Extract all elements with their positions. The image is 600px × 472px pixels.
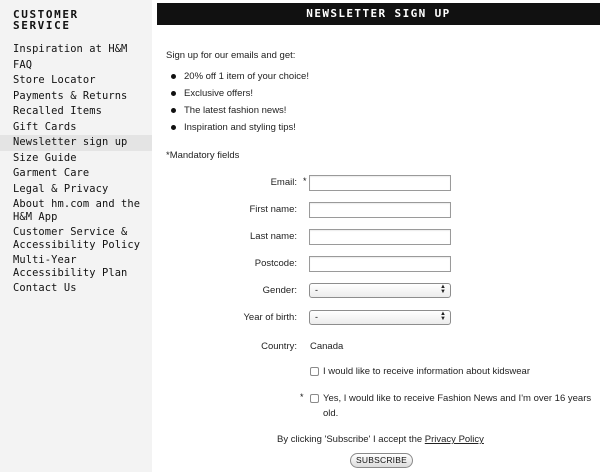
kidswear-checkbox[interactable] <box>310 367 319 376</box>
fashion-news-required-marker: * <box>300 392 304 402</box>
sidebar-item-recalled-items[interactable]: Recalled Items <box>13 105 102 117</box>
country-value: Canada <box>310 341 344 352</box>
select-arrows-icon: ▲ ▼ <box>440 311 446 322</box>
terms-text <box>277 434 484 445</box>
sidebar-item-inspiration[interactable]: Inspiration at H&M <box>13 43 128 55</box>
sidebar-item-size-guide[interactable]: Size Guide <box>13 151 77 164</box>
gender-selected-value: - <box>315 285 318 295</box>
sidebar-item-accessibility-plan[interactable]: Multi-Year Accessibility Plan <box>13 254 128 279</box>
mandatory-note: *Mandatory fields <box>166 150 240 161</box>
sidebar-item-accessibility-policy[interactable]: Customer Service & Accessibility Policy <box>13 226 141 251</box>
subscribe-button[interactable]: SUBSCRIBE <box>350 453 413 468</box>
sidebar-item-payments-returns[interactable]: Payments & Returns <box>13 89 128 102</box>
country-label: Country: <box>261 341 297 352</box>
benefit-item: 20% off 1 item of your choice! <box>171 68 309 85</box>
postcode-label: Postcode: <box>254 258 297 269</box>
terms-prefix: By clicking 'Subscribe' I accept the <box>277 434 425 445</box>
benefit-item: Inspiration and styling tips! <box>171 119 309 136</box>
sidebar-title: CUSTOMER SERVICE <box>13 8 79 32</box>
select-arrows-icon: ▲ ▼ <box>440 284 446 295</box>
sidebar-nav <box>0 42 152 297</box>
last-name-label: Last name: <box>250 231 297 242</box>
first-name-label: First name: <box>249 204 297 215</box>
first-name-field[interactable] <box>309 202 451 218</box>
email-required-marker: * <box>303 176 307 186</box>
last-name-field[interactable] <box>309 229 451 245</box>
email-field[interactable] <box>309 175 451 191</box>
postcode-field[interactable] <box>309 256 451 272</box>
newsletter-panel <box>157 0 600 472</box>
sidebar <box>0 0 152 472</box>
year-of-birth-select[interactable] <box>309 310 451 325</box>
email-label: Email: <box>270 177 297 188</box>
sidebar-item-legal-privacy[interactable]: Legal & Privacy <box>13 182 109 195</box>
privacy-policy-link[interactable]: Privacy Policy <box>424 434 484 445</box>
benefit-item: Exclusive offers! <box>171 85 309 102</box>
sidebar-item-faq[interactable]: FAQ <box>13 58 33 71</box>
sidebar-item-contact-us[interactable]: Contact Us <box>13 282 77 294</box>
year-of-birth-label: Year of birth: <box>243 312 297 323</box>
gender-select[interactable] <box>309 283 451 298</box>
sidebar-item-gift-cards[interactable]: Gift Cards <box>13 120 77 133</box>
gender-label: Gender: <box>262 285 297 296</box>
sidebar-item-newsletter[interactable]: Newsletter sign up <box>0 135 152 151</box>
fashion-news-checkbox[interactable] <box>310 394 319 403</box>
sidebar-item-about-hm[interactable]: About hm.com and the H&M App <box>13 198 141 223</box>
intro-text: Sign up for our emails and get: <box>166 50 296 61</box>
sidebar-item-store-locator[interactable]: Store Locator <box>13 74 96 86</box>
benefits-list <box>171 68 309 136</box>
year-selected-value: - <box>315 312 318 322</box>
page-title: NEWSLETTER SIGN UP <box>157 3 600 25</box>
kidswear-checkbox-label: I would like to receive information about kidswear <box>323 366 530 377</box>
fashion-news-checkbox-label: Yes, I would like to receive Fashion News and I'm over 16 years old. <box>323 393 592 419</box>
benefit-item: The latest fashion news! <box>171 102 309 119</box>
sidebar-item-garment-care[interactable]: Garment Care <box>13 167 90 179</box>
